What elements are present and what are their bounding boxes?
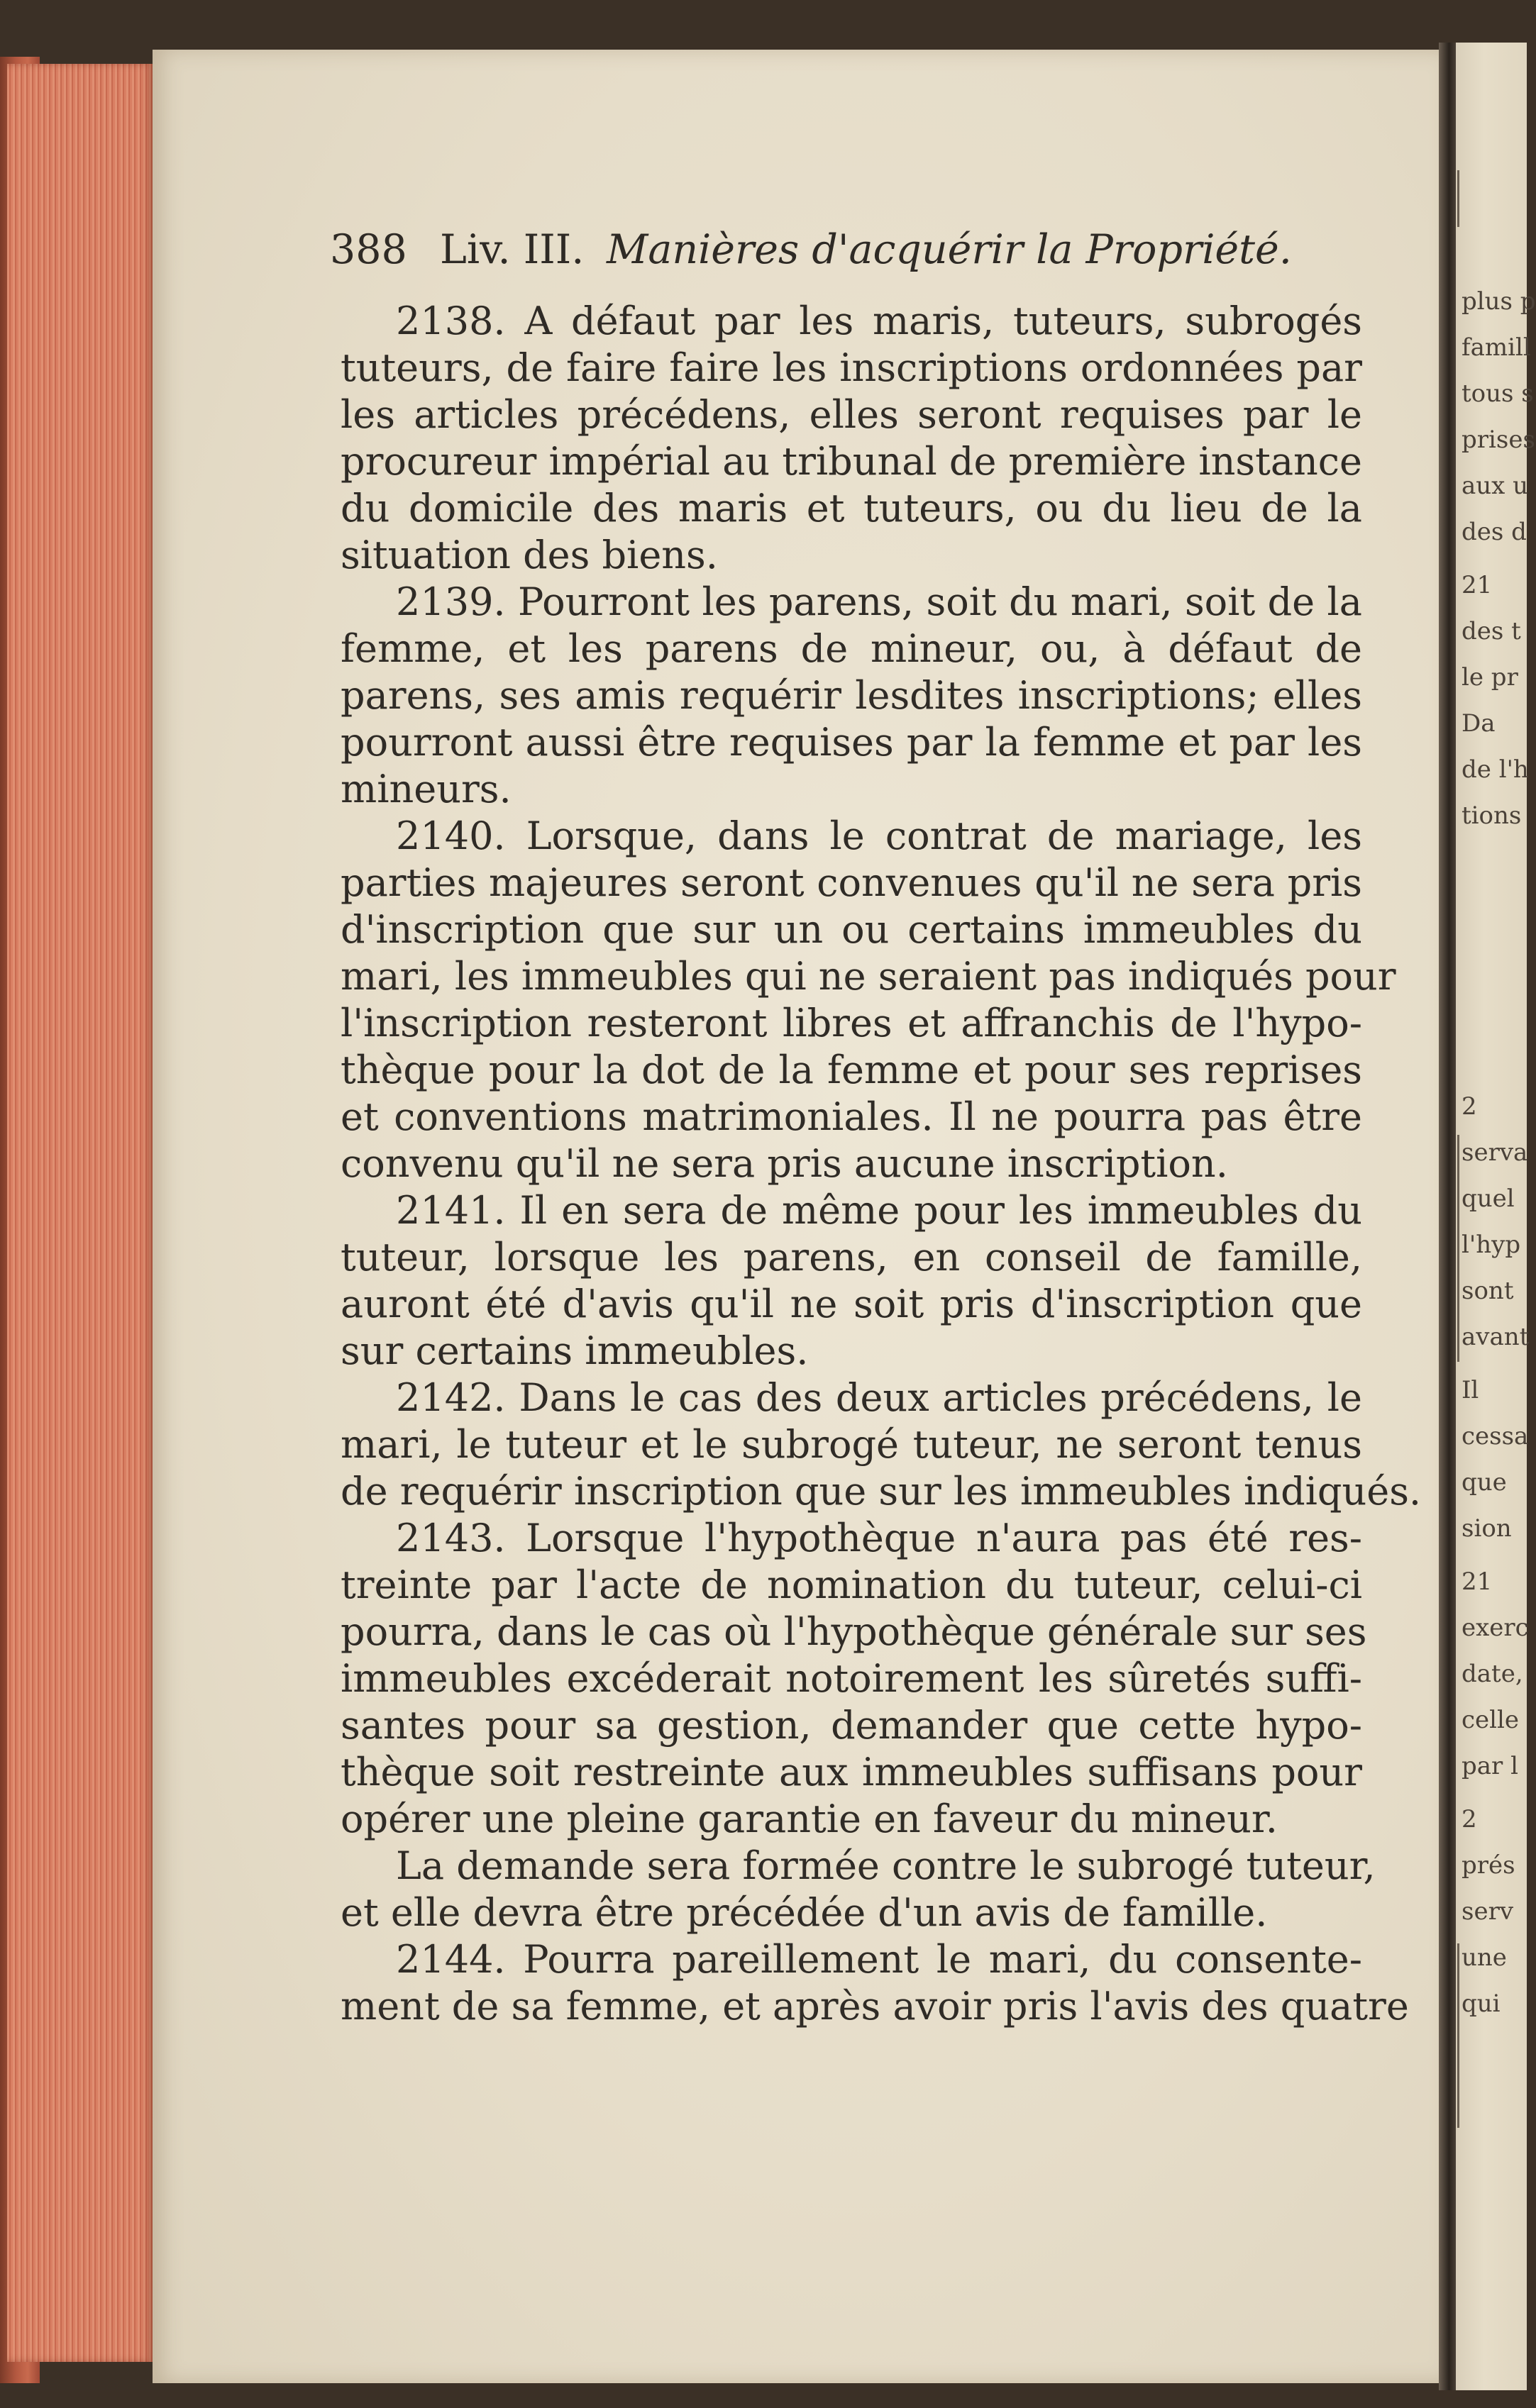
running-header	[330, 216, 1352, 280]
next-page-fragment: qui	[1462, 1990, 1501, 2018]
next-page-fragment: Da	[1462, 709, 1496, 738]
next-page-fragment: tions	[1462, 801, 1522, 830]
text-line: 2139. Pourront les parens, soit du mari, soit de la	[396, 579, 1362, 624]
next-page-fragment: serva	[1462, 1138, 1528, 1167]
next-page-fragment: sion	[1462, 1514, 1512, 1543]
next-page-fragment: quel	[1462, 1184, 1515, 1213]
margin-rule	[1457, 1943, 1459, 2128]
next-page-fragment: l'hyp	[1462, 1231, 1521, 1259]
next-page-fragment: cessa	[1462, 1422, 1529, 1450]
text-line: 2141. Il en sera de même pour les immeubles du	[396, 1188, 1362, 1233]
text-line: sur certains immeubles.	[341, 1328, 809, 1373]
text-line: thèque soit restreinte aux immeubles suffisans pour	[341, 1750, 1362, 1794]
margin-rule	[1457, 170, 1459, 227]
text-line: ment de sa femme, et après avoir pris l'avis des quatre	[341, 1984, 1409, 2029]
text-line: opérer une pleine garantie en faveur du mineur.	[341, 1797, 1278, 1841]
next-page-fragment: date,	[1462, 1660, 1523, 1688]
text-line: tuteurs, de faire faire les inscriptions ordonnées par	[341, 345, 1362, 390]
text-line: mari, le tuteur et le subrogé tuteur, ne seront tenus	[341, 1422, 1362, 1467]
next-page-fragment: 2	[1462, 1092, 1477, 1121]
margin-rule	[1457, 1135, 1459, 1362]
text-line: pourront aussi être requises par la femme et par les	[341, 720, 1362, 765]
text-line: 2143. Lorsque l'hypothèque n'aura pas été res-	[396, 1516, 1362, 1560]
text-line: thèque pour la dot de la femme et pour ses reprises	[341, 1048, 1362, 1092]
next-page-fragment: 21	[1462, 571, 1493, 599]
body-text	[341, 298, 1422, 2030]
text-line: 2142. Dans le cas des deux articles précédens, le	[396, 1375, 1362, 1420]
next-page-fragment: que	[1462, 1468, 1507, 1497]
text-line: 2144. Pourra pareillement le mari, du consente-	[396, 1937, 1362, 1982]
next-page-fragment: prés	[1462, 1851, 1515, 1880]
text-line: et conventions matrimoniales. Il ne pourra pas être	[341, 1094, 1362, 1139]
text-line: mineurs.	[341, 767, 512, 811]
next-page-fragment: avant	[1462, 1323, 1530, 1351]
text-line: du domicile des maris et tuteurs, ou du lieu de la	[341, 486, 1362, 531]
text-line: et elle devra être précédée d'un avis de famille.	[341, 1890, 1268, 1935]
text-line: 2140. Lorsque, dans le contrat de mariage, les	[396, 814, 1362, 858]
text-line: auront été d'avis qu'il ne soit pris d'inscription que	[341, 1282, 1362, 1326]
next-page-fragment: sont	[1462, 1277, 1514, 1305]
text-line: procureur impérial au tribunal de première instance	[341, 439, 1362, 484]
text-line: santes pour sa gestion, demander que cette hypo-	[341, 1703, 1362, 1748]
running-title: Manières d'acquérir la Propriété.	[607, 226, 1292, 273]
next-page-fragment: prises	[1462, 426, 1535, 454]
next-page-fragment: serv	[1462, 1897, 1514, 1926]
next-page-edge	[1456, 43, 1536, 2390]
next-page-fragment: le pr	[1462, 663, 1518, 692]
page-stack-edge	[7, 64, 153, 2362]
text-line: La demande sera formée contre le subrogé tuteur,	[396, 1843, 1376, 1888]
next-page-fragment: 2	[1462, 1805, 1477, 1833]
next-page-fragment: aux u	[1462, 472, 1529, 500]
text-line: 2138. A défaut par les maris, tuteurs, subrogés	[396, 299, 1362, 343]
next-page-fragment: par l	[1462, 1752, 1518, 1780]
text-line: tuteur, lorsque les parens, en conseil de famille,	[341, 1235, 1362, 1280]
text-line: les articles précédens, elles seront requises par le	[341, 392, 1362, 437]
text-line: l'inscription resteront libres et affranchis de l'hypo-	[341, 1001, 1362, 1045]
text-line: pourra, dans le cas où l'hypothèque générale sur ses	[341, 1609, 1367, 1654]
next-page-fragment: celle	[1462, 1706, 1520, 1734]
next-page-fragment: exerc	[1462, 1614, 1529, 1642]
text-line: mari, les immeubles qui ne seraient pas indiqués pour	[341, 954, 1396, 999]
next-page-fragment: de l'h	[1462, 755, 1529, 784]
book-gutter	[1439, 43, 1456, 2390]
text-line: treinte par l'acte de nomination du tuteur, celui-ci	[341, 1563, 1362, 1607]
text-line: immeubles excéderait notoirement les sûretés suffi-	[341, 1656, 1362, 1701]
next-page-fragment: plus p	[1462, 287, 1536, 316]
text-line: d'inscription que sur un ou certains immeubles du	[341, 907, 1362, 952]
next-page-fragment: 21	[1462, 1568, 1493, 1596]
next-page-fragment: une	[1462, 1943, 1507, 1972]
next-page-fragment: des d	[1462, 518, 1527, 546]
next-page-fragment: tous s	[1462, 379, 1534, 408]
text-line: femme, et les parens de mineur, ou, à défaut de	[341, 626, 1362, 671]
text-line: de requérir inscription que sur les immeubles indiqués.	[341, 1469, 1422, 1514]
next-page-fragment: famill	[1462, 333, 1531, 362]
text-line: parties majeures seront convenues qu'il ne sera pris	[341, 860, 1362, 905]
next-page-fragment: des t	[1462, 617, 1521, 645]
next-page-fragment: Il	[1462, 1376, 1479, 1404]
book-label: Liv. III.	[440, 226, 585, 273]
text-line: situation des biens.	[341, 533, 718, 577]
page-number: 388	[330, 226, 407, 273]
text-line: parens, ses amis requérir lesdites inscriptions; elles	[341, 673, 1362, 718]
text-line: convenu qu'il ne sera pris aucune inscription.	[341, 1141, 1228, 1186]
